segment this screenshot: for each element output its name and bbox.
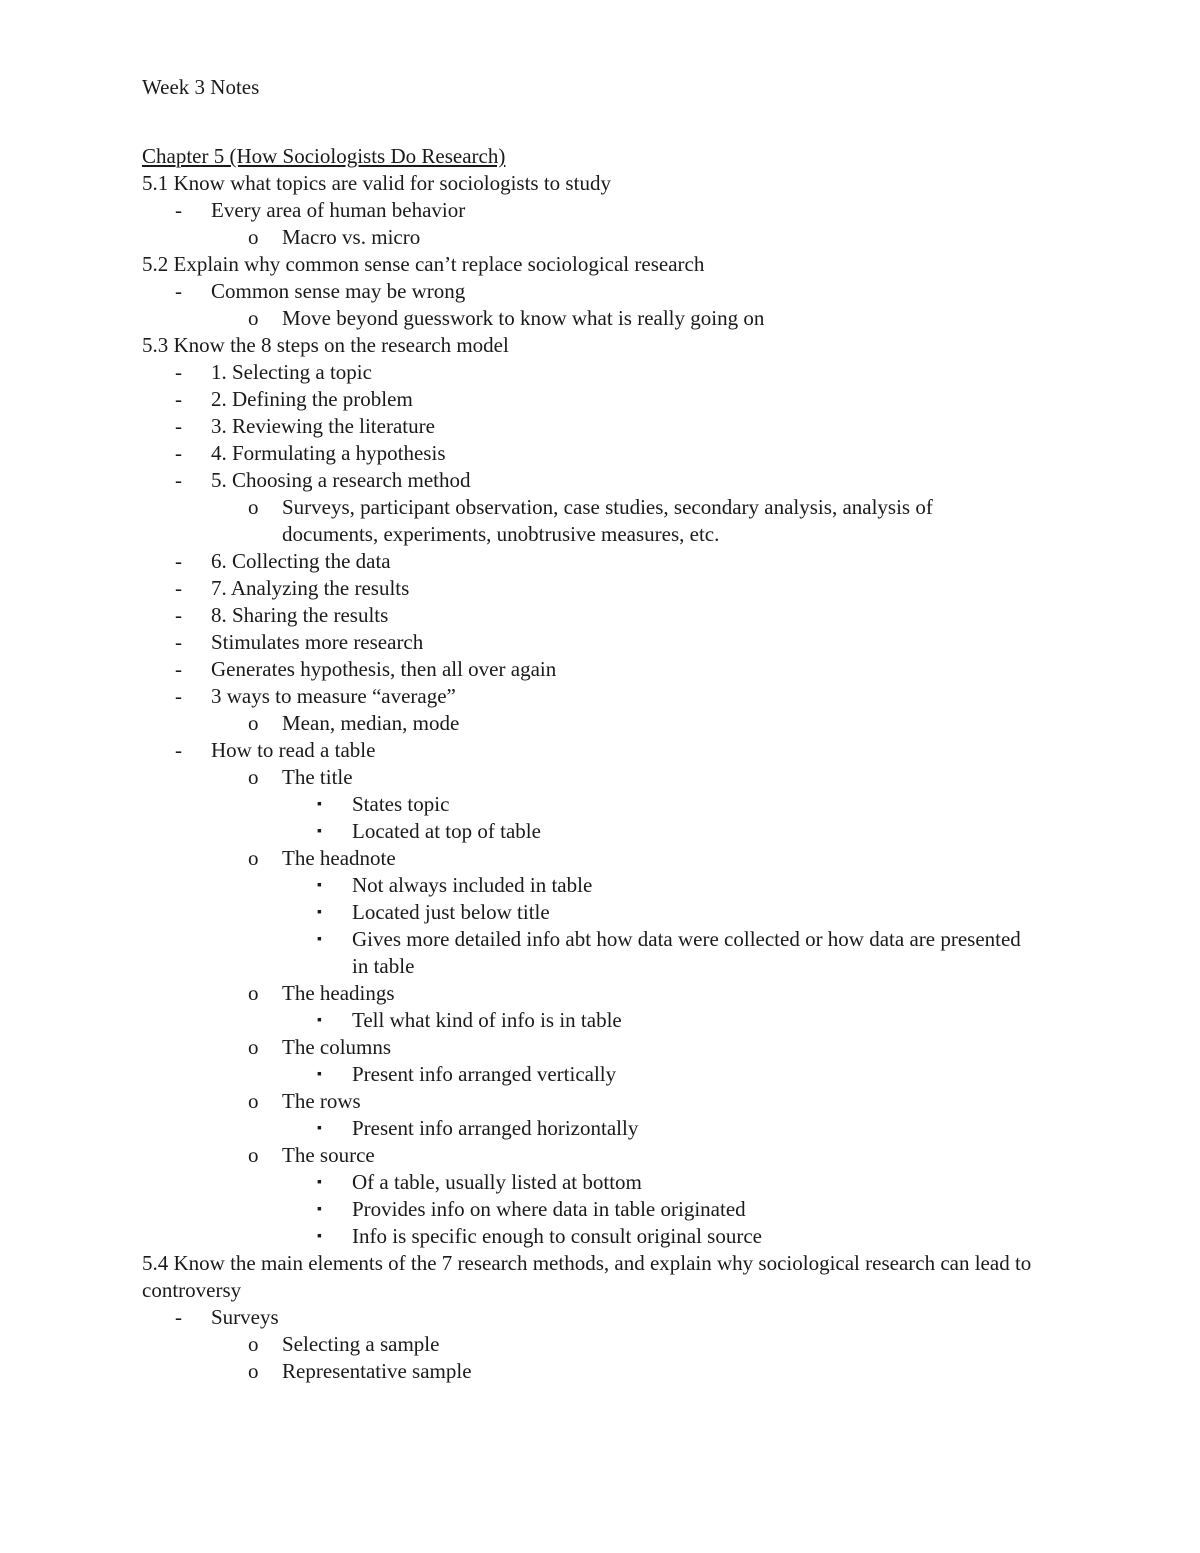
dash-bullet: -	[175, 684, 182, 708]
list-item-text: Surveys	[211, 1305, 279, 1329]
square-bullet: ▪	[317, 1013, 322, 1028]
circle-bullet: o	[248, 225, 259, 249]
dash-bullet: -	[175, 630, 182, 654]
list-item	[0, 359, 1200, 386]
dash-bullet: -	[175, 360, 182, 384]
list-item	[0, 1061, 1200, 1088]
list-item	[0, 899, 1200, 926]
list-item-text: Generates hypothesis, then all over again	[211, 657, 557, 681]
list-item	[0, 872, 1200, 899]
circle-bullet: o	[248, 1035, 259, 1059]
list-item	[0, 1088, 1200, 1115]
chapter-heading	[0, 143, 1200, 170]
list-item-text: Located just below title	[352, 900, 550, 924]
section-heading	[0, 1250, 1042, 1304]
square-bullet: ▪	[317, 1229, 322, 1244]
list-item	[0, 845, 1200, 872]
list-item-text: Of a table, usually listed at bottom	[352, 1170, 642, 1194]
list-item-text: 7. Analyzing the results	[211, 576, 410, 600]
list-item	[0, 1169, 1200, 1196]
list-item	[0, 1007, 1200, 1034]
section-heading-text: 5.4 Know the main elements of the 7 research methods, and explain why sociological research can lead to controversy	[142, 1251, 1032, 1302]
list-item	[0, 467, 1200, 494]
document-title: Week 3 Notes	[142, 75, 260, 99]
list-item-text: Not always included in table	[352, 873, 593, 897]
list-item-text: Gives more detailed info abt how data were collected or how data are presented in table	[352, 927, 1021, 978]
square-bullet: ▪	[317, 824, 322, 839]
dash-bullet: -	[175, 657, 182, 681]
dash-bullet: -	[175, 549, 182, 573]
circle-bullet: o	[248, 846, 259, 870]
square-bullet: ▪	[317, 932, 322, 947]
square-bullet: ▪	[317, 1121, 322, 1136]
dash-bullet: -	[175, 468, 182, 492]
list-item-text: Present info arranged vertically	[352, 1062, 617, 1086]
list-item-text: Stimulates more research	[211, 630, 424, 654]
list-item	[0, 1196, 1200, 1223]
list-item-text: How to read a table	[211, 738, 376, 762]
dash-bullet: -	[175, 441, 182, 465]
list-item	[0, 413, 1200, 440]
list-item	[0, 629, 1200, 656]
list-item-text: The headnote	[282, 846, 396, 870]
dash-bullet: -	[175, 387, 182, 411]
list-item-text: 2. Defining the problem	[211, 387, 413, 411]
list-item	[0, 980, 1200, 1007]
dash-bullet: -	[175, 1305, 182, 1329]
list-item-text: Mean, median, mode	[282, 711, 460, 735]
list-item-text: Info is specific enough to consult original source	[352, 1224, 762, 1248]
list-item	[0, 1358, 1200, 1385]
list-item-text: Surveys, participant observation, case studies, secondary analysis, analysis of documents, experiments, unobtrusive measures, etc.	[282, 495, 933, 546]
list-item-text: Present info arranged horizontally	[352, 1116, 639, 1140]
circle-bullet: o	[248, 1089, 259, 1113]
list-item	[0, 548, 1200, 575]
list-item	[0, 1034, 1200, 1061]
dash-bullet: -	[175, 738, 182, 762]
list-item-text: Located at top of table	[352, 819, 541, 843]
list-item-text: The source	[282, 1143, 375, 1167]
list-item-text: Provides info on where data in table originated	[352, 1197, 746, 1221]
list-item	[0, 1304, 1200, 1331]
list-item-text: The headings	[282, 981, 395, 1005]
list-item	[0, 494, 1022, 548]
list-item-text: 5. Choosing a research method	[211, 468, 471, 492]
list-item	[0, 440, 1200, 467]
list-item-text: States topic	[352, 792, 450, 816]
list-item	[0, 1331, 1200, 1358]
circle-bullet: o	[248, 1143, 259, 1167]
list-item	[0, 278, 1200, 305]
dash-bullet: -	[175, 279, 182, 303]
square-bullet: ▪	[317, 797, 322, 812]
dash-bullet: -	[175, 603, 182, 627]
list-item-text: 4. Formulating a hypothesis	[211, 441, 446, 465]
chapter-heading-text: Chapter 5 (How Sociologists Do Research)	[142, 144, 506, 168]
list-item	[0, 764, 1200, 791]
list-item	[0, 656, 1200, 683]
dash-bullet: -	[175, 198, 182, 222]
list-item-text: 8. Sharing the results	[211, 603, 389, 627]
square-bullet: ▪	[317, 1202, 322, 1217]
list-item-text: 6. Collecting the data	[211, 549, 391, 573]
list-item-text: Representative sample	[282, 1359, 472, 1383]
section-heading: 5.3 Know the 8 steps on the research model	[142, 333, 509, 357]
circle-bullet: o	[248, 981, 259, 1005]
list-item	[0, 683, 1200, 710]
list-item	[0, 710, 1200, 737]
list-item-text: The title	[282, 765, 353, 789]
list-item	[0, 575, 1200, 602]
circle-bullet: o	[248, 1332, 259, 1356]
list-item	[0, 602, 1200, 629]
circle-bullet: o	[248, 495, 259, 519]
square-bullet: ▪	[317, 1067, 322, 1082]
list-item	[0, 386, 1200, 413]
list-item-text: 1. Selecting a topic	[211, 360, 372, 384]
list-item-text: Macro vs. micro	[282, 225, 421, 249]
circle-bullet: o	[248, 765, 259, 789]
list-item-text: Move beyond guesswork to know what is really going on	[282, 306, 765, 330]
dash-bullet: -	[175, 414, 182, 438]
notes-body	[0, 143, 1200, 1385]
list-item-text: 3 ways to measure “average”	[211, 684, 456, 708]
list-item	[0, 305, 1200, 332]
list-item	[0, 737, 1200, 764]
circle-bullet: o	[248, 1359, 259, 1383]
square-bullet: ▪	[317, 905, 322, 920]
list-item	[0, 197, 1200, 224]
list-item	[0, 1223, 1200, 1250]
list-item	[0, 791, 1200, 818]
dash-bullet: -	[175, 576, 182, 600]
list-item-text: The rows	[282, 1089, 361, 1113]
list-item-text: Tell what kind of info is in table	[352, 1008, 622, 1032]
list-item	[0, 1115, 1200, 1142]
circle-bullet: o	[248, 306, 259, 330]
list-item-text: Selecting a sample	[282, 1332, 440, 1356]
list-item-text: Every area of human behavior	[211, 198, 466, 222]
list-item	[0, 1142, 1200, 1169]
square-bullet: ▪	[317, 1175, 322, 1190]
section-heading: 5.1 Know what topics are valid for sociologists to study	[142, 171, 611, 195]
list-item	[0, 926, 1022, 980]
list-item	[0, 224, 1200, 251]
list-item-text: Common sense may be wrong	[211, 279, 466, 303]
circle-bullet: o	[248, 711, 259, 735]
square-bullet: ▪	[317, 878, 322, 893]
section-heading: 5.2 Explain why common sense can’t replace sociological research	[142, 252, 705, 276]
list-item-text: The columns	[282, 1035, 392, 1059]
list-item	[0, 818, 1200, 845]
list-item-text: 3. Reviewing the literature	[211, 414, 435, 438]
